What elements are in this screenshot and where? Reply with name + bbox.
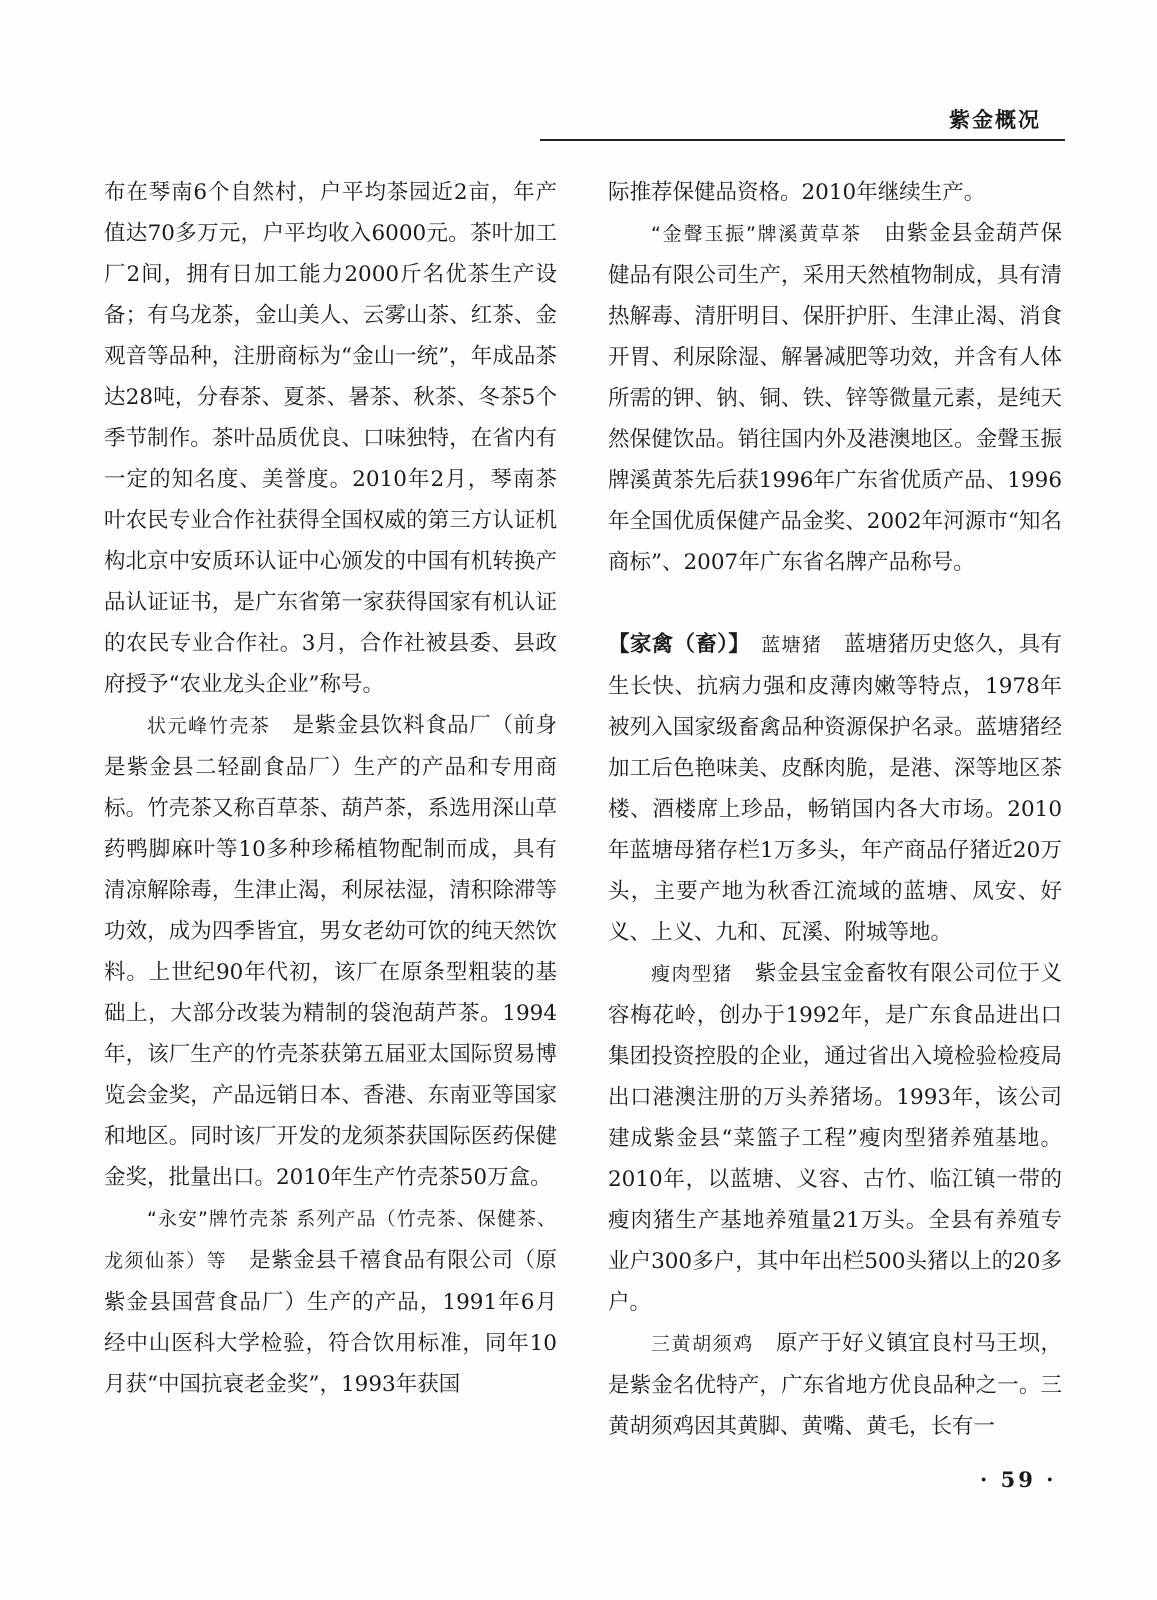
entry-lead: “金聲玉振”牌溪黄草茶 <box>651 223 862 245</box>
entry-body: 紫金县宝金畜牧有限公司位于义容梅花岭，创办于1992年，是广东食品进出口集团投资控股的企业，通过省出入境检验检疫局出口港澳注册的万头养猪场。1993年，该公司建成紫金县“菜篮子工程”瘦肉型猪养殖基地。2010年，以蓝塘、义容、古竹、临江镇一带的瘦肉猪生产基地养殖量21万头。全县有养殖专业户300多户，其中年出栏500头猪以上的20多户。 <box>608 961 1062 1315</box>
entry-lead: “永安”牌竹壳茶 系列产品（竹壳茶、保健茶、龙须仙茶）等 <box>104 1208 557 1272</box>
entry-body: 是紫金县饮料食品厂（前身是紫金县二轻副食品厂）生产的产品和专用商标。竹壳茶又称百草茶、葫芦茶，系选用深山草药鸭脚麻叶等10多种珍稀植物配制而成，具有清凉解除毒，生津止渴，利尿祛湿，清积除滞等功效，成为四季皆宜，男女老幼可饮的纯天然饮料。上世纪90年代初，该厂在原条型粗装的基础上，大部分改装为精制的袋泡葫芦茶。1994年，该厂生产的竹壳茶获第五届亚太国际贸易博览会金奖，产品远销日本、香港、东南亚等国家和地区。同时该厂开发的龙须茶获国际医药保健金奖，批量出口。2010年生产竹壳茶50万盒。 <box>104 713 557 1190</box>
entry-body: 由紫金县金葫芦保健品有限公司生产，采用天然植物制成，具有清热解毒、清肝明目、保肝护肝、生津止渴、消食开胃、利尿除湿、解暑减肥等功效，并含有人体所需的钾、钠、铜、铁、锌等微量元素，是纯天然保健饮品。销往国内外及港澳地区。金聲玉振牌溪黄茶先后获1996年广东省优质产品、1996年全国优质保健产品金奖、2002年河源市“知名商标”、2007年广东省名牌产品称号。 <box>608 221 1062 575</box>
paragraph-jinshengyuzhen-tea <box>608 213 1062 583</box>
entry-body: 原产于好义镇宜良村马王坝，是紫金名优特产，广东省地方优良品种之一。三黄胡须鸡因其黄脚、黄嘴、黄毛，长有一 <box>608 1331 1062 1439</box>
entry-body: 蓝塘猪历史悠久，具有生长快、抗病力强和皮薄肉嫩等特点，1978年被列入国家级畜禽品种资源保护名录。蓝塘猪经加工后色艳味美、皮酥肉脆，是港、深等地区茶楼、酒楼席上珍品，畅销国内各大市场。2010年蓝塘母猪存栏1万多头，年产商品仔猪近20万头，主要产地为秋香江流域的蓝塘、凤安、好义、上义、九和、瓦溪、附城等地。 <box>608 632 1062 945</box>
page-number: · 59 · <box>980 1467 1057 1492</box>
paragraph-zhuangyuanfeng-tea <box>104 705 557 1198</box>
paragraph-lantang-pig <box>608 624 1062 953</box>
paragraph-lean-pig <box>608 953 1062 1323</box>
paragraph-tea-cooperative: 布在琴南6个自然村，户平均茶园近2亩，年产值达70多万元，户平均收入6000元。茶叶加工厂2间，拥有日加工能力2000斤名优茶生产设备；有乌龙茶，金山美人、云雾山茶、红茶、金观音等品种，注册商标为“金山一统”，年成品茶达28吨，分春茶、夏茶、暑茶、秋茶、冬茶5个季节制作。茶叶品质优良、口味独特，在省内有一定的知名度、美誉度。2010年2月，琴南茶叶农民专业合作社获得全国权威的第三方认证机构北京中安质环认证中心颁发的中国有机转换产品认证证书，是广东省第一家获得国家有机认证的农民专业合作社。3月，合作社被县委、县政府授予“农业龙头企业”称号。 <box>104 180 557 697</box>
entry-lead: 瘦肉型猪 <box>651 963 733 985</box>
entry-lead: 蓝塘猪 <box>761 634 823 656</box>
paragraph-continuation: 际推荐保健品资格。2010年继续生产。 <box>608 180 986 205</box>
entry-body: 是紫金县千禧食品有限公司（原紫金县国营食品厂）生产的产品，1991年6月经中山医科大学检验，符合饮用标准，同年10月获“中国抗衰老金奖”，1993年获国 <box>104 1248 557 1397</box>
entry-lead: 状元峰竹壳茶 <box>147 715 271 737</box>
paragraph-yongan-tea <box>104 1198 557 1405</box>
right-column <box>608 172 1062 1447</box>
running-header-title: 紫金概况 <box>949 108 1041 132</box>
entry-lead: 三黄胡须鸡 <box>651 1333 754 1355</box>
paragraph-sanhuang-chicken <box>608 1323 1062 1447</box>
header-rule <box>540 139 1065 141</box>
section-heading-livestock: 【家禽（畜）】 <box>608 632 740 657</box>
left-column <box>104 172 557 1405</box>
